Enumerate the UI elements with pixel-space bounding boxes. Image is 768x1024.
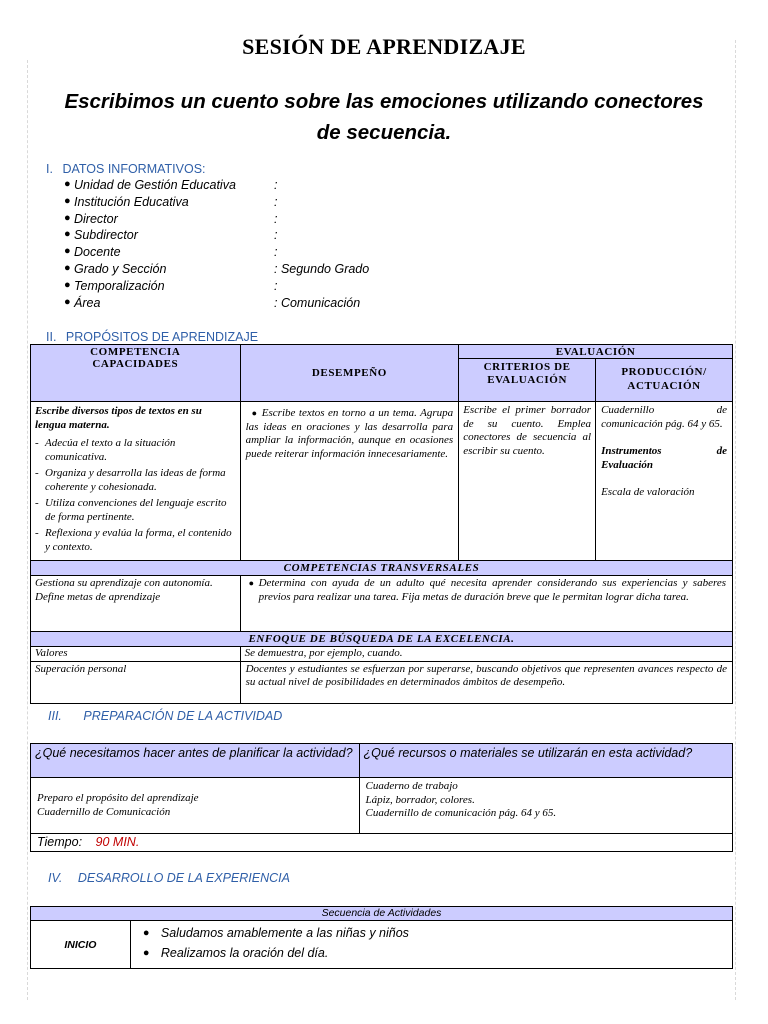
bullet-icon: ●: [64, 295, 71, 308]
instrumentos-label: Instrumentos de Evaluación: [601, 445, 727, 471]
transversal-left-cell: [31, 576, 241, 632]
bullet-icon: ●: [64, 278, 71, 291]
bullet-icon: ●: [251, 408, 258, 418]
instrumento-value: Escala de valoración: [601, 486, 695, 498]
respuesta-antes-1: Preparo el propósito del aprendizaje: [37, 792, 199, 804]
enfoque-header: ENFOQUE DE BÚSQUEDA DE LA EXCELENCIA.: [31, 632, 733, 647]
activity-text: Saludamos amablemente a las niñas y niños: [160, 926, 409, 940]
section4-number: IV.: [48, 871, 63, 885]
secuencia-header: Secuencia de Actividades: [31, 907, 733, 921]
header-evaluacion: EVALUACIÓN: [459, 345, 733, 359]
tiempo-label: Tiempo:: [37, 835, 83, 849]
info-value: : Segundo Grado: [274, 261, 370, 276]
header-competencia-label: COMPETENCIA: [90, 346, 181, 358]
info-value: :: [274, 194, 278, 209]
respuesta-antes-2: Cuadernillo de Comunicación: [37, 805, 171, 818]
activity-item: [131, 944, 732, 964]
capacidad-text: Reflexiona y evalúa la forma, el contenido y contexto.: [45, 527, 232, 553]
dash-icon: -: [35, 437, 39, 449]
info-label: Institución Educativa: [74, 194, 189, 209]
secuencia-table: [30, 906, 733, 969]
capacidad-item: [35, 497, 236, 524]
section1-number: I.: [46, 162, 53, 176]
valores-desc-cell: Se demuestra, por ejemplo, cuando.: [240, 647, 732, 662]
dash-icon: -: [35, 527, 39, 539]
page-title: SESIÓN DE APRENDIZAJE: [242, 34, 526, 59]
transversal-left-1: Gestiona su aprendizaje con autonomía.: [35, 577, 213, 589]
dash-icon: -: [35, 497, 39, 509]
section4-title: DESARROLLO DE LA EXPERIENCIA: [77, 871, 290, 885]
inicio-label: INICIO: [31, 921, 131, 969]
info-value: :: [274, 178, 278, 192]
transversal-right-cell: [240, 576, 732, 632]
info-label: Subdirector: [74, 228, 138, 243]
transversal-left-2: Define metas de aprendizaje: [35, 590, 161, 603]
respuesta-recursos: [359, 778, 732, 834]
criterios-cell: Escribe el primer borrador de su cuento. Emplea conectores de secuencia al escribir su cuento.: [459, 402, 596, 561]
header-produccion: PRODUCCIÓN/ ACTUACIÓN: [596, 359, 733, 402]
section2-title: PROPÓSITOS DE APRENDIZAJE: [65, 330, 259, 344]
page-border-left: [27, 60, 28, 1000]
recurso-3: Cuadernillo de comunicación pág. 64 y 65.: [365, 807, 557, 819]
capacidad-item: [35, 467, 236, 494]
competencia-title: Escribe diversos tipos de textos en su lengua materna.: [35, 405, 202, 431]
info-label: Docente: [74, 245, 121, 260]
produccion-cell: [596, 402, 733, 561]
info-label: Área: [74, 295, 101, 310]
activity-item: [131, 924, 732, 944]
bullet-icon: ●: [64, 261, 71, 274]
bullet-icon: ●: [142, 947, 150, 959]
respuesta-antes: [31, 778, 360, 834]
capacidad-text: Utiliza convenciones del lenguaje escrito de forma pertinente.: [45, 497, 227, 523]
transversales-header: COMPETENCIAS TRANSVERSALES: [31, 561, 733, 576]
info-label: Unidad de Gestión Educativa: [74, 178, 236, 192]
info-value: :: [274, 228, 278, 243]
tiempo-value: 90 MIN.: [95, 835, 140, 849]
bullet-icon: ●: [248, 578, 255, 588]
section2-number: II.: [46, 330, 57, 344]
info-label: Grado y Sección: [74, 261, 167, 276]
produccion-text: Cuadernillo de comunicación pág. 64 y 65.: [601, 404, 727, 430]
recurso-2: Lápiz, borrador, colores.: [365, 793, 475, 806]
info-value: :: [274, 278, 278, 293]
preparacion-table: [30, 743, 733, 852]
valor-cell: Superación personal: [31, 661, 241, 703]
section1-title: DATOS INFORMATIVOS:: [62, 162, 206, 176]
capacidad-item: [35, 437, 236, 464]
valores-label-cell: Valores: [31, 647, 241, 662]
pregunta-antes: ¿Qué necesitamos hacer antes de planificar la actividad?: [31, 744, 360, 778]
header-criterios: CRITERIOS DE EVALUACIÓN: [459, 359, 596, 402]
desempeno-text: Escribe textos en torno a un tema. Agrupa las ideas en oraciones y las desarrolla para ampliar la información, aunque en ocasiones puede reiterar información innecesariamente.: [245, 407, 454, 460]
dash-icon: -: [35, 467, 39, 479]
section1-heading: [46, 162, 206, 176]
inicio-activities: [130, 921, 732, 969]
pregunta-recursos: ¿Qué recursos o materiales se utilizarán en esta actividad?: [359, 744, 732, 778]
bullet-icon: ●: [142, 927, 150, 939]
bullet-icon: ●: [64, 228, 71, 241]
info-value: :: [274, 211, 278, 226]
header-competencia: [31, 345, 241, 402]
capacidad-text: Adecúa el texto a la situación comunicativa.: [45, 437, 176, 463]
transversal-right-wrap: [245, 577, 726, 604]
bullet-icon: ●: [64, 178, 71, 190]
bullet-icon: ●: [64, 194, 71, 207]
section3-heading: [48, 709, 282, 723]
propositos-table: [30, 344, 733, 704]
desempeno-cell: [240, 402, 459, 561]
info-value: :: [274, 245, 278, 260]
section2-heading: [46, 330, 258, 344]
activity-text: Realizamos la oración del día.: [160, 946, 329, 960]
recurso-1: Cuaderno de trabajo: [365, 780, 458, 792]
section3-number: III.: [48, 709, 62, 723]
section4-heading: [48, 871, 290, 885]
info-label: Temporalización: [74, 278, 165, 293]
page-border-right: [735, 40, 736, 1000]
transversal-right-text: Determina con ayuda de un adulto qué necesita aprender considerando sus experiencias y saberes previos para realizar una tarea. Fija metas de duración breve que le permitan lograr dicha tarea.: [258, 577, 726, 603]
capacidad-text: Organiza y desarrolla las ideas de forma coherente y cohesionada.: [45, 467, 226, 493]
valor-desc-cell: Docentes y estudiantes se esfuerzan por superarse, buscando objetivos que representen avances respecto de su actual nivel de posibilidades en determinados ámbitos de desempeño.: [240, 661, 732, 703]
capacidad-item: [35, 527, 236, 554]
bullet-icon: ●: [64, 245, 71, 258]
info-label: Director: [74, 211, 118, 226]
page-subtitle: Escribimos un cuento sobre las emociones utilizando conectores de secuencia.: [64, 90, 704, 144]
desempeno-text-wrap: [246, 407, 454, 461]
tiempo-row: [31, 834, 733, 852]
info-value: : Comunicación: [274, 295, 361, 310]
capacidades-list: [35, 437, 236, 554]
section3-title: PREPARACIÓN DE LA ACTIVIDAD: [83, 709, 283, 723]
header-desempeno: DESEMPEÑO: [240, 345, 459, 402]
header-capacidades-label: CAPACIDADES: [92, 358, 179, 370]
bullet-icon: ●: [64, 211, 71, 224]
competencia-cell: [31, 402, 241, 561]
